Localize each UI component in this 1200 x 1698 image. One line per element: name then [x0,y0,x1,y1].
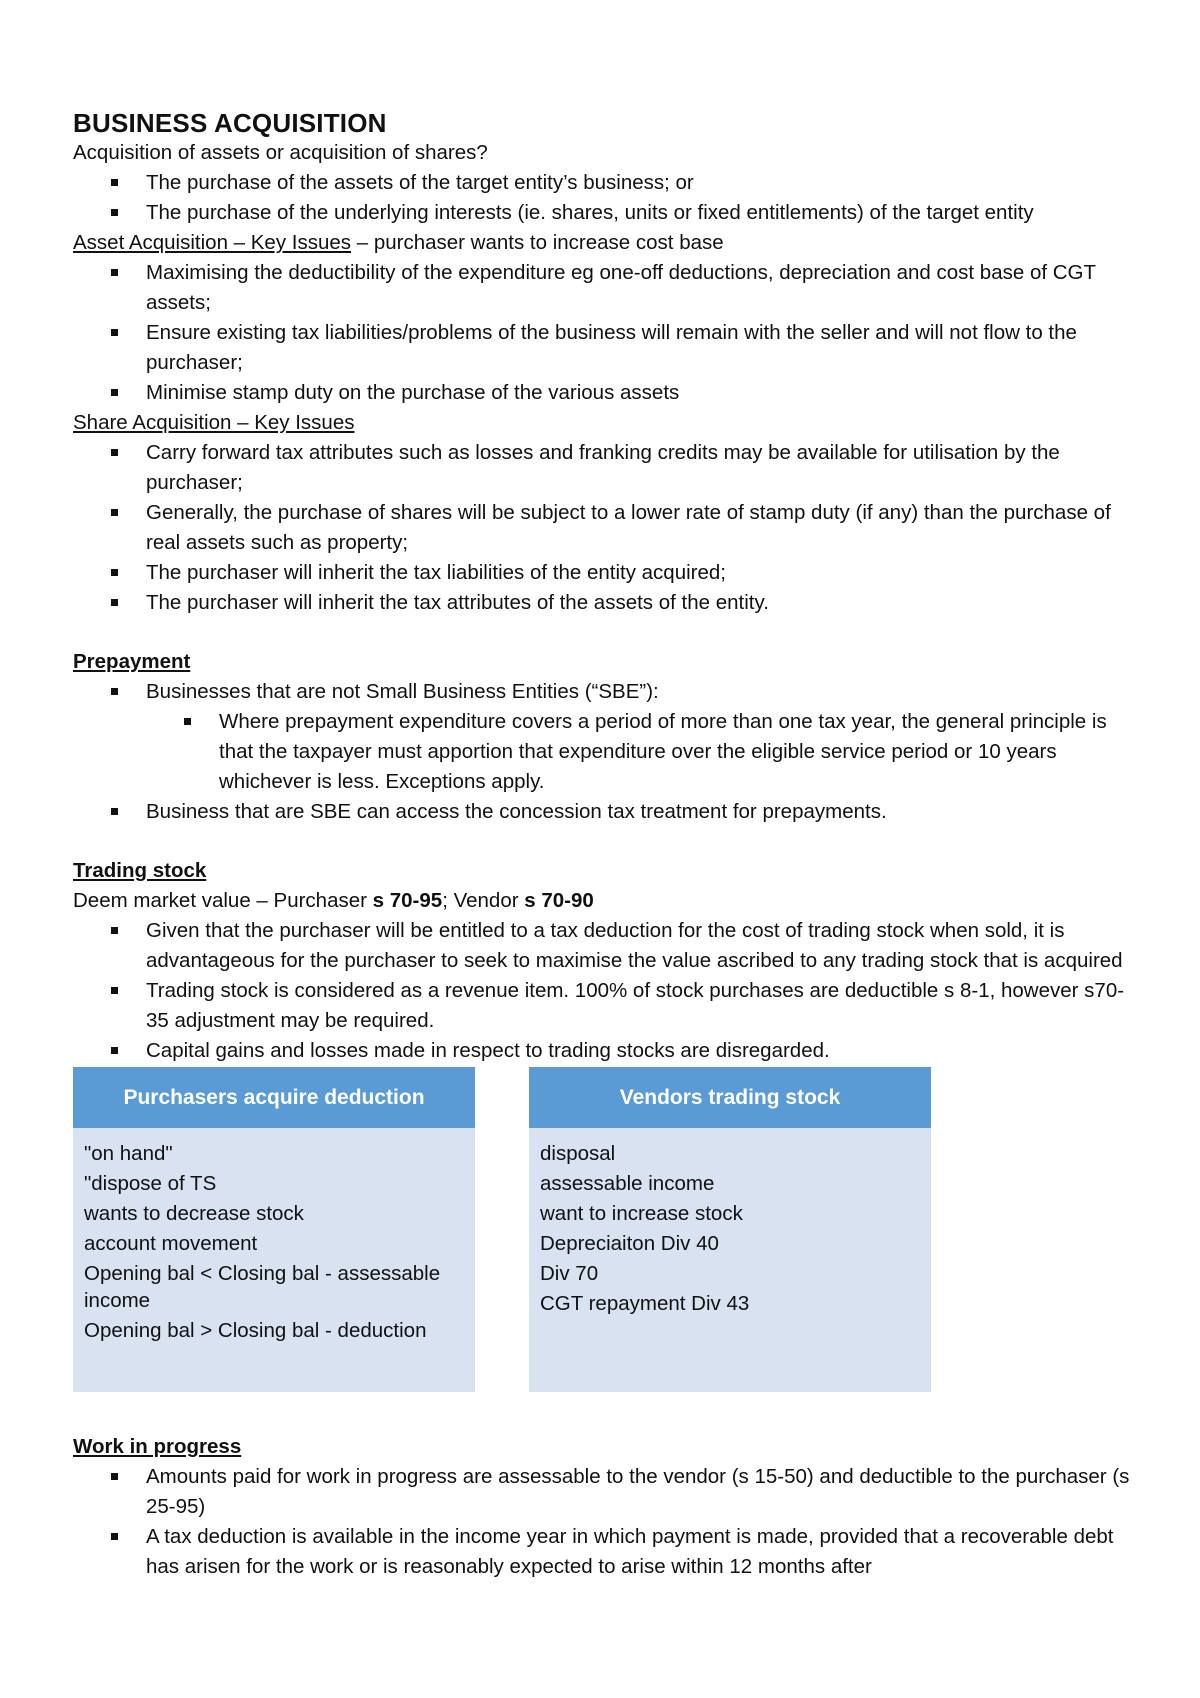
share-bullet-list [73,438,1140,618]
share-acquisition-heading: Share Acquisition – Key Issues [73,411,355,434]
spacer [73,618,1140,647]
trading-stock-heading: Trading stock [73,859,207,882]
list-item: The purchaser will inherit the tax liabilities of the entity acquired; [73,558,1140,588]
wip-heading: Work in progress [73,1435,242,1458]
vendors-table-body [529,1128,931,1317]
list-item: Given that the purchaser will be entitled to a tax deduction for the cost of trading stock when sold, it is advantageous for the purchaser to seek to maximise the value ascribed to any trading stock that is acquired [73,916,1140,976]
intro-text: ; Vendor [442,889,525,912]
sub-list-item: Where prepayment expenditure covers a period of more than one tax year, the general principle is that the taxpayer must apportion that expenditure over the eligible service period or 10 years whichever is less. Exceptions apply. [73,707,1140,797]
list-item: Capital gains and losses made in respect to trading stocks are disregarded. [73,1036,1140,1066]
table-cell-line: Div 70 [540,1262,599,1285]
page-title: BUSINESS ACQUISITION [73,108,387,138]
list-item: Maximising the deductibility of the expenditure eg one-off deductions, depreciation and cost base of CGT assets; [73,258,1140,318]
table-cell-line: wants to decrease stock [84,1202,304,1225]
vendors-table [529,1067,931,1392]
intro-bullet-list [73,168,1140,228]
comparison-tables [73,1067,1140,1392]
prepayment-bullet-list [73,677,1140,827]
asset-heading-label: Asset Acquisition – Key Issues [73,231,352,254]
list-item: Business that are SBE can access the concession tax treatment for prepayments. [73,797,1140,827]
purchasers-table-body [73,1128,475,1344]
section-ref: s 70-90 [524,889,594,912]
table-cell-line: Opening bal < Closing bal - assessable income [84,1262,441,1312]
asset-heading-suffix: – purchaser wants to increase cost base [351,231,724,254]
table-cell-line: "dispose of TS [84,1172,217,1195]
list-item: A tax deduction is available in the income year in which payment is made, provided that a recoverable debt has arisen for the work or is reasonably expected to arise within 12 months after [73,1522,1140,1582]
table-cell-line: account movement [84,1232,258,1255]
list-item: The purchase of the underlying interests (ie. shares, units or fixed entitlements) of the target entity [73,198,1140,228]
intro-text: Deem market value – Purchaser [73,889,373,912]
trading-stock-intro [73,886,1140,916]
prepayment-heading: Prepayment [73,650,191,673]
list-item: Minimise stamp duty on the purchase of the various assets [73,378,1140,408]
table-cell-line: Depreciaiton Div 40 [540,1232,719,1255]
table-cell-line: "on hand" [84,1142,173,1165]
list-item: The purchaser will inherit the tax attributes of the assets of the entity. [73,588,1140,618]
table-cell-line: disposal [540,1142,616,1165]
asset-bullet-list [73,258,1140,408]
list-item: Ensure existing tax liabilities/problems of the business will remain with the seller and will not flow to the purchaser; [73,318,1140,378]
table-cell-line: CGT repayment Div 43 [540,1292,750,1315]
wip-bullet-list [73,1462,1140,1582]
spacer [73,827,1140,856]
list-item: Amounts paid for work in progress are assessable to the vendor (s 15-50) and deductible to the purchaser (s 25-95) [73,1462,1140,1522]
list-item: Trading stock is considered as a revenue item. 100% of stock purchases are deductible s 8-1, however s70-35 adjustment may be required. [73,976,1140,1036]
table-cell-line: Opening bal > Closing bal - deduction [84,1319,427,1342]
table-cell-line: assessable income [540,1172,715,1195]
trading-stock-bullet-list [73,916,1140,1066]
list-item: Businesses that are not Small Business Entities (“SBE”): [73,677,1140,707]
vendors-table-header: Vendors trading stock [529,1067,931,1128]
asset-acquisition-heading [73,228,1140,258]
purchasers-table-header: Purchasers acquire deduction [73,1067,475,1128]
list-item: Carry forward tax attributes such as losses and franking credits may be available for utilisation by the purchaser; [73,438,1140,498]
list-item: Generally, the purchase of shares will be subject to a lower rate of stamp duty (if any) than the purchase of real assets such as property; [73,498,1140,558]
intro-question: Acquisition of assets or acquisition of shares? [73,141,488,164]
list-item: The purchase of the assets of the target entity’s business; or [73,168,1140,198]
purchasers-table [73,1067,475,1392]
wip-section [73,1432,1140,1582]
table-cell-line: want to increase stock [540,1202,743,1225]
section-ref: s 70-95 [372,889,443,912]
